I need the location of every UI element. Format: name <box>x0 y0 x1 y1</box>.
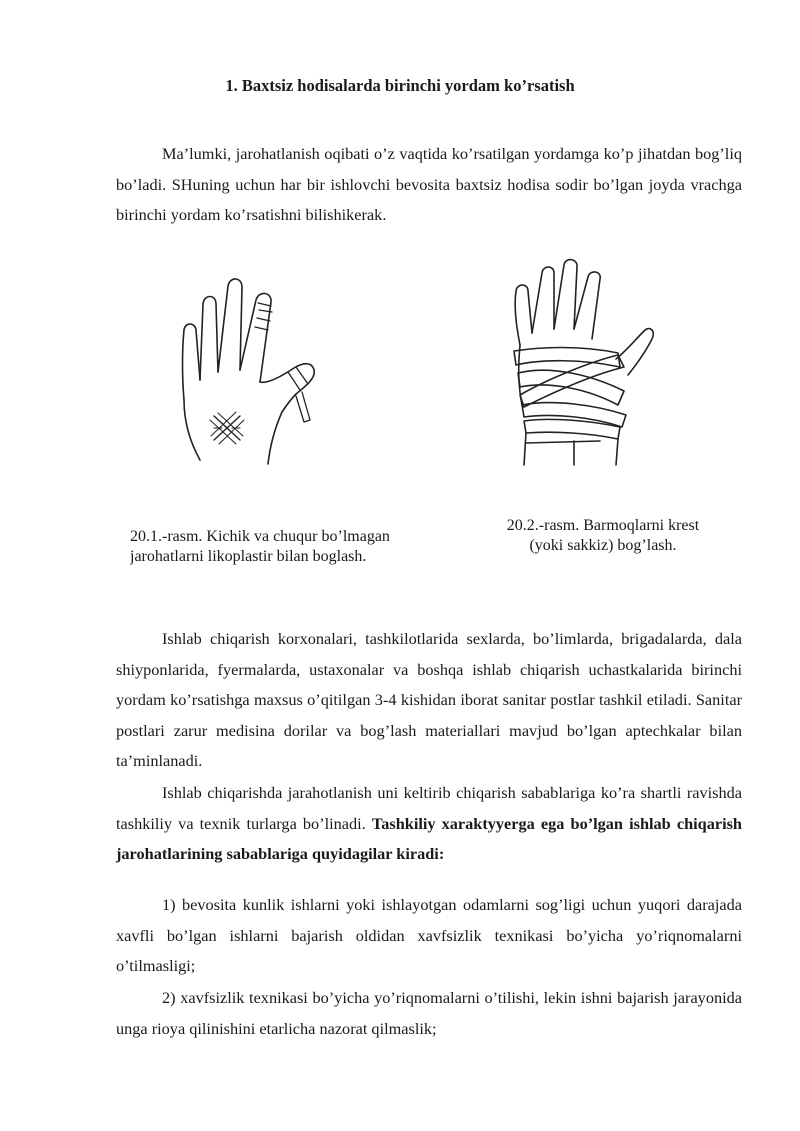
sanitary-posts-paragraph: Ishlab chiqarish korxonalari, tashkilotlarida sexlarda, bo’limlarda, brigadalarda, dala shiyponlarida, fyermalarda, ustaxonalar va boshqa ishlab chiqarish uchastkalarida birinchi yordam ko’rsatishga maxsus o’qitilgan 3-4 kishidan iborat sanitar postlar tashkil etiladi. Sanitar postlari zarur medisina dorilar va bog’lash materiallari mavjud bo’lgan aptechkalar bilan ta’minlanadi. <box>116 629 742 771</box>
figure2-caption <box>482 516 724 556</box>
injury-causes-text: Ishlab chiqarishda jarahotlanish uni keltirib chiqarish sabablariga ko’ra shartli ravishda tashkiliy va texnik turlarga bo’linadi. <box>116 783 742 833</box>
list-item-1: 1) bevosita kunlik ishlarni yoki ishlayotgan odamlarni sog’ligi uchun yuqori darajada xavfli bo’lgan ishlarni bajarish oldidan xavfsizlik texnikasi bo’yicha yo’riqnomalarni o’tilmasligi; <box>116 895 742 976</box>
hand-with-plaster-drawing-icon <box>170 272 340 472</box>
figure2-caption-line2: (yoki sakkiz) bog’lash. <box>529 537 677 554</box>
figure2-caption-line1: 20.2.-rasm. Barmoqlarni krest <box>506 517 700 534</box>
section-title: 1. Baxtsiz hodisalarda birinchi yordam ko’rsatish <box>225 76 575 95</box>
hand-with-cross-bandage-drawing-icon <box>500 255 660 470</box>
injury-causes-paragraph <box>116 778 742 870</box>
list-item-2: 2) xavfsizlik texnikasi bo’yicha yo’riqnomalarni o’tilishi, lekin ishni bajarish jarayonida unga rioya qilinishini etarlicha nazorat qilmaslik; <box>116 988 742 1038</box>
figure1-caption: 20.1.-rasm. Kichik va chuqur bo’lmagan jarohatlarni likoplastir bilan boglash. <box>130 528 390 565</box>
injury-causes-bold-text: Tashkiliy xaraktyyerga ega bo’lgan ishlab chiqarish jarohatlarining sabablariga quyidagilar kiradi: <box>116 813 742 864</box>
intro-paragraph: Ma’lumki, jarohatlanish oqibati o’z vaqtida ko’rsatilgan yordamga ko’p jihatdan bog’liq bo’ladi. SHuning uchun har bir ishlovchi bevosita baxtsiz hodisa sodir bo’lgan joyda vrachga birinchi yordam ko’rsatishni bilishikerak. <box>116 144 742 225</box>
